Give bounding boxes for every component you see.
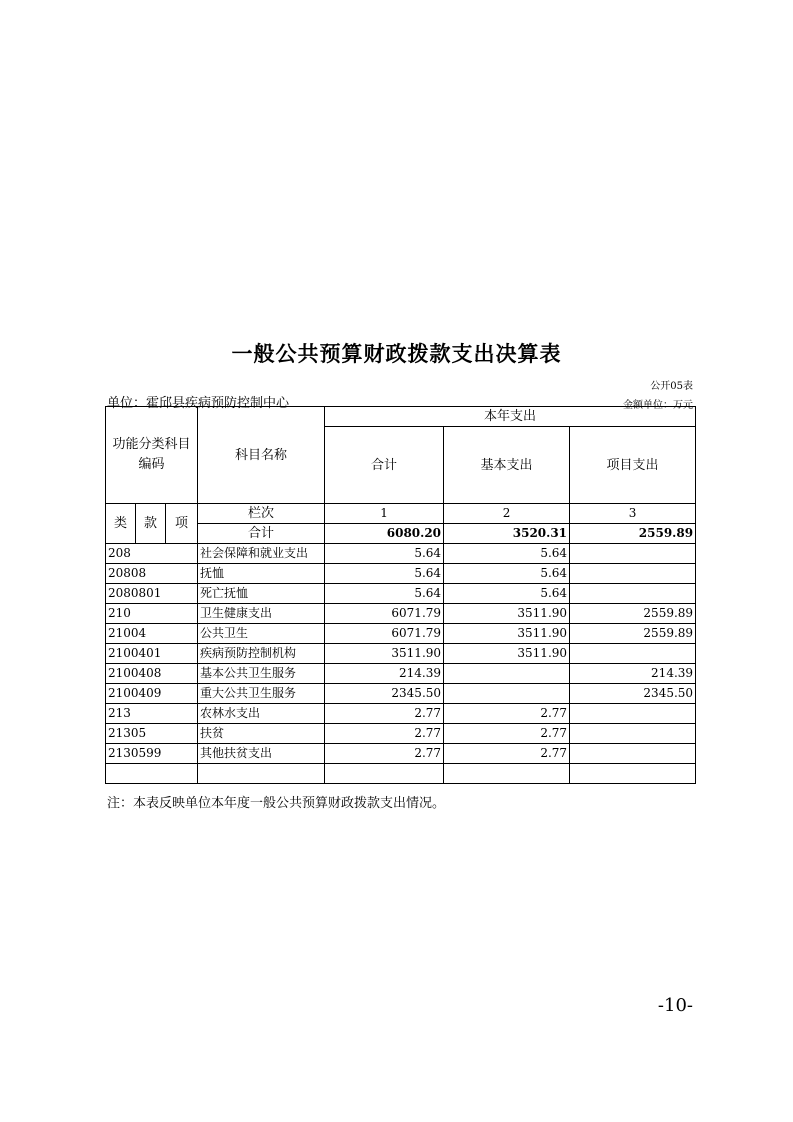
total-row-project: 2559.89 [570,524,696,544]
table-row [106,544,696,564]
row-total: 5.64 [325,544,444,564]
row-project [570,564,696,584]
row-code: 20808 [106,564,198,584]
empty-cell [325,764,444,784]
row-name: 卫生健康支出 [198,604,325,624]
row-basic: 5.64 [444,584,570,604]
row-name: 基本公共卫生服务 [198,664,325,684]
expense-table [105,406,696,784]
document-title: 一般公共预算财政拨款支出决算表 [231,342,562,366]
row-basic: 5.64 [444,544,570,564]
row-basic: 3511.90 [444,624,570,644]
row-code: 213 [106,704,198,724]
table-note: 注：本表反映单位本年度一般公共预算财政拨款支出情况。 [107,796,446,811]
row-project [570,644,696,664]
row-code: 2100408 [106,664,198,684]
column-index-2: 2 [444,504,570,524]
row-code: 208 [106,544,198,564]
row-total: 2.77 [325,744,444,764]
row-code: 21004 [106,624,198,644]
table-row [106,624,696,644]
row-project [570,704,696,724]
row-name: 疾病预防控制机构 [198,644,325,664]
total-row-basic: 3520.31 [444,524,570,544]
row-basic: 2.77 [444,744,570,764]
row-name: 公共卫生 [198,624,325,644]
header-basic: 基本支出 [444,427,570,504]
row-code: 2080801 [106,584,198,604]
row-total: 6071.79 [325,624,444,644]
row-total: 5.64 [325,564,444,584]
row-basic: 3511.90 [444,604,570,624]
row-total: 2.77 [325,704,444,724]
row-basic: 5.64 [444,564,570,584]
row-basic: 2.77 [444,704,570,724]
form-number: 公开05表 [650,381,693,392]
table-row [106,704,696,724]
header-year-expense: 本年支出 [325,407,696,427]
row-code: 2130599 [106,744,198,764]
row-total: 6071.79 [325,604,444,624]
empty-code-cell [106,764,198,784]
row-name: 其他扶贫支出 [198,744,325,764]
header-total: 合计 [325,427,444,504]
total-row-total: 6080.20 [325,524,444,544]
column-index-3: 3 [570,504,696,524]
row-code: 21305 [106,724,198,744]
row-total: 5.64 [325,584,444,604]
row-project: 214.39 [570,664,696,684]
header-row-1 [106,407,696,427]
row-project [570,724,696,744]
header-project: 项目支出 [570,427,696,504]
row-project: 2559.89 [570,604,696,624]
row-project: 2345.50 [570,684,696,704]
row-total: 214.39 [325,664,444,684]
row-project: 2559.89 [570,624,696,644]
row-code: 2100401 [106,644,198,664]
currency-unit: 金额单位：万元 [623,400,693,411]
row-project [570,744,696,764]
total-row-label: 合计 [198,524,325,544]
row-total: 3511.90 [325,644,444,664]
row-total: 2345.50 [325,684,444,704]
row-code: 210 [106,604,198,624]
table-row [106,664,696,684]
row-total: 2.77 [325,724,444,744]
row-project [570,584,696,604]
empty-cell [570,764,696,784]
row-name: 重大公共卫生服务 [198,684,325,704]
row-basic: 3511.90 [444,644,570,664]
header-code-group: 功能分类科目编码 [106,407,198,504]
table-row [106,724,696,744]
header-name: 科目名称 [198,407,325,504]
table-row [106,584,696,604]
empty-cell [198,764,325,784]
table-row [106,604,696,624]
row-name: 社会保障和就业支出 [198,544,325,564]
header-lei: 类 [106,504,136,544]
table-row [106,564,696,584]
row-basic [444,684,570,704]
row-basic [444,664,570,684]
row-code: 2100409 [106,684,198,704]
row-name: 抚恤 [198,564,325,584]
table-row [106,644,696,664]
column-index-row [106,504,696,524]
table-row-empty [106,764,696,784]
reporting-unit: 单位：霍邱县疾病预防控制中心 [107,396,290,411]
row-name: 扶贫 [198,724,325,744]
header-kuan: 款 [136,504,166,544]
row-name: 农林水支出 [198,704,325,724]
empty-cell [444,764,570,784]
row-basic: 2.77 [444,724,570,744]
page-number: -10- [657,995,693,1016]
row-project [570,544,696,564]
table-row [106,744,696,764]
header-xiang: 项 [166,504,198,544]
row-name: 死亡抚恤 [198,584,325,604]
column-index-1: 1 [325,504,444,524]
table-row [106,684,696,704]
column-index-label: 栏次 [198,504,325,524]
